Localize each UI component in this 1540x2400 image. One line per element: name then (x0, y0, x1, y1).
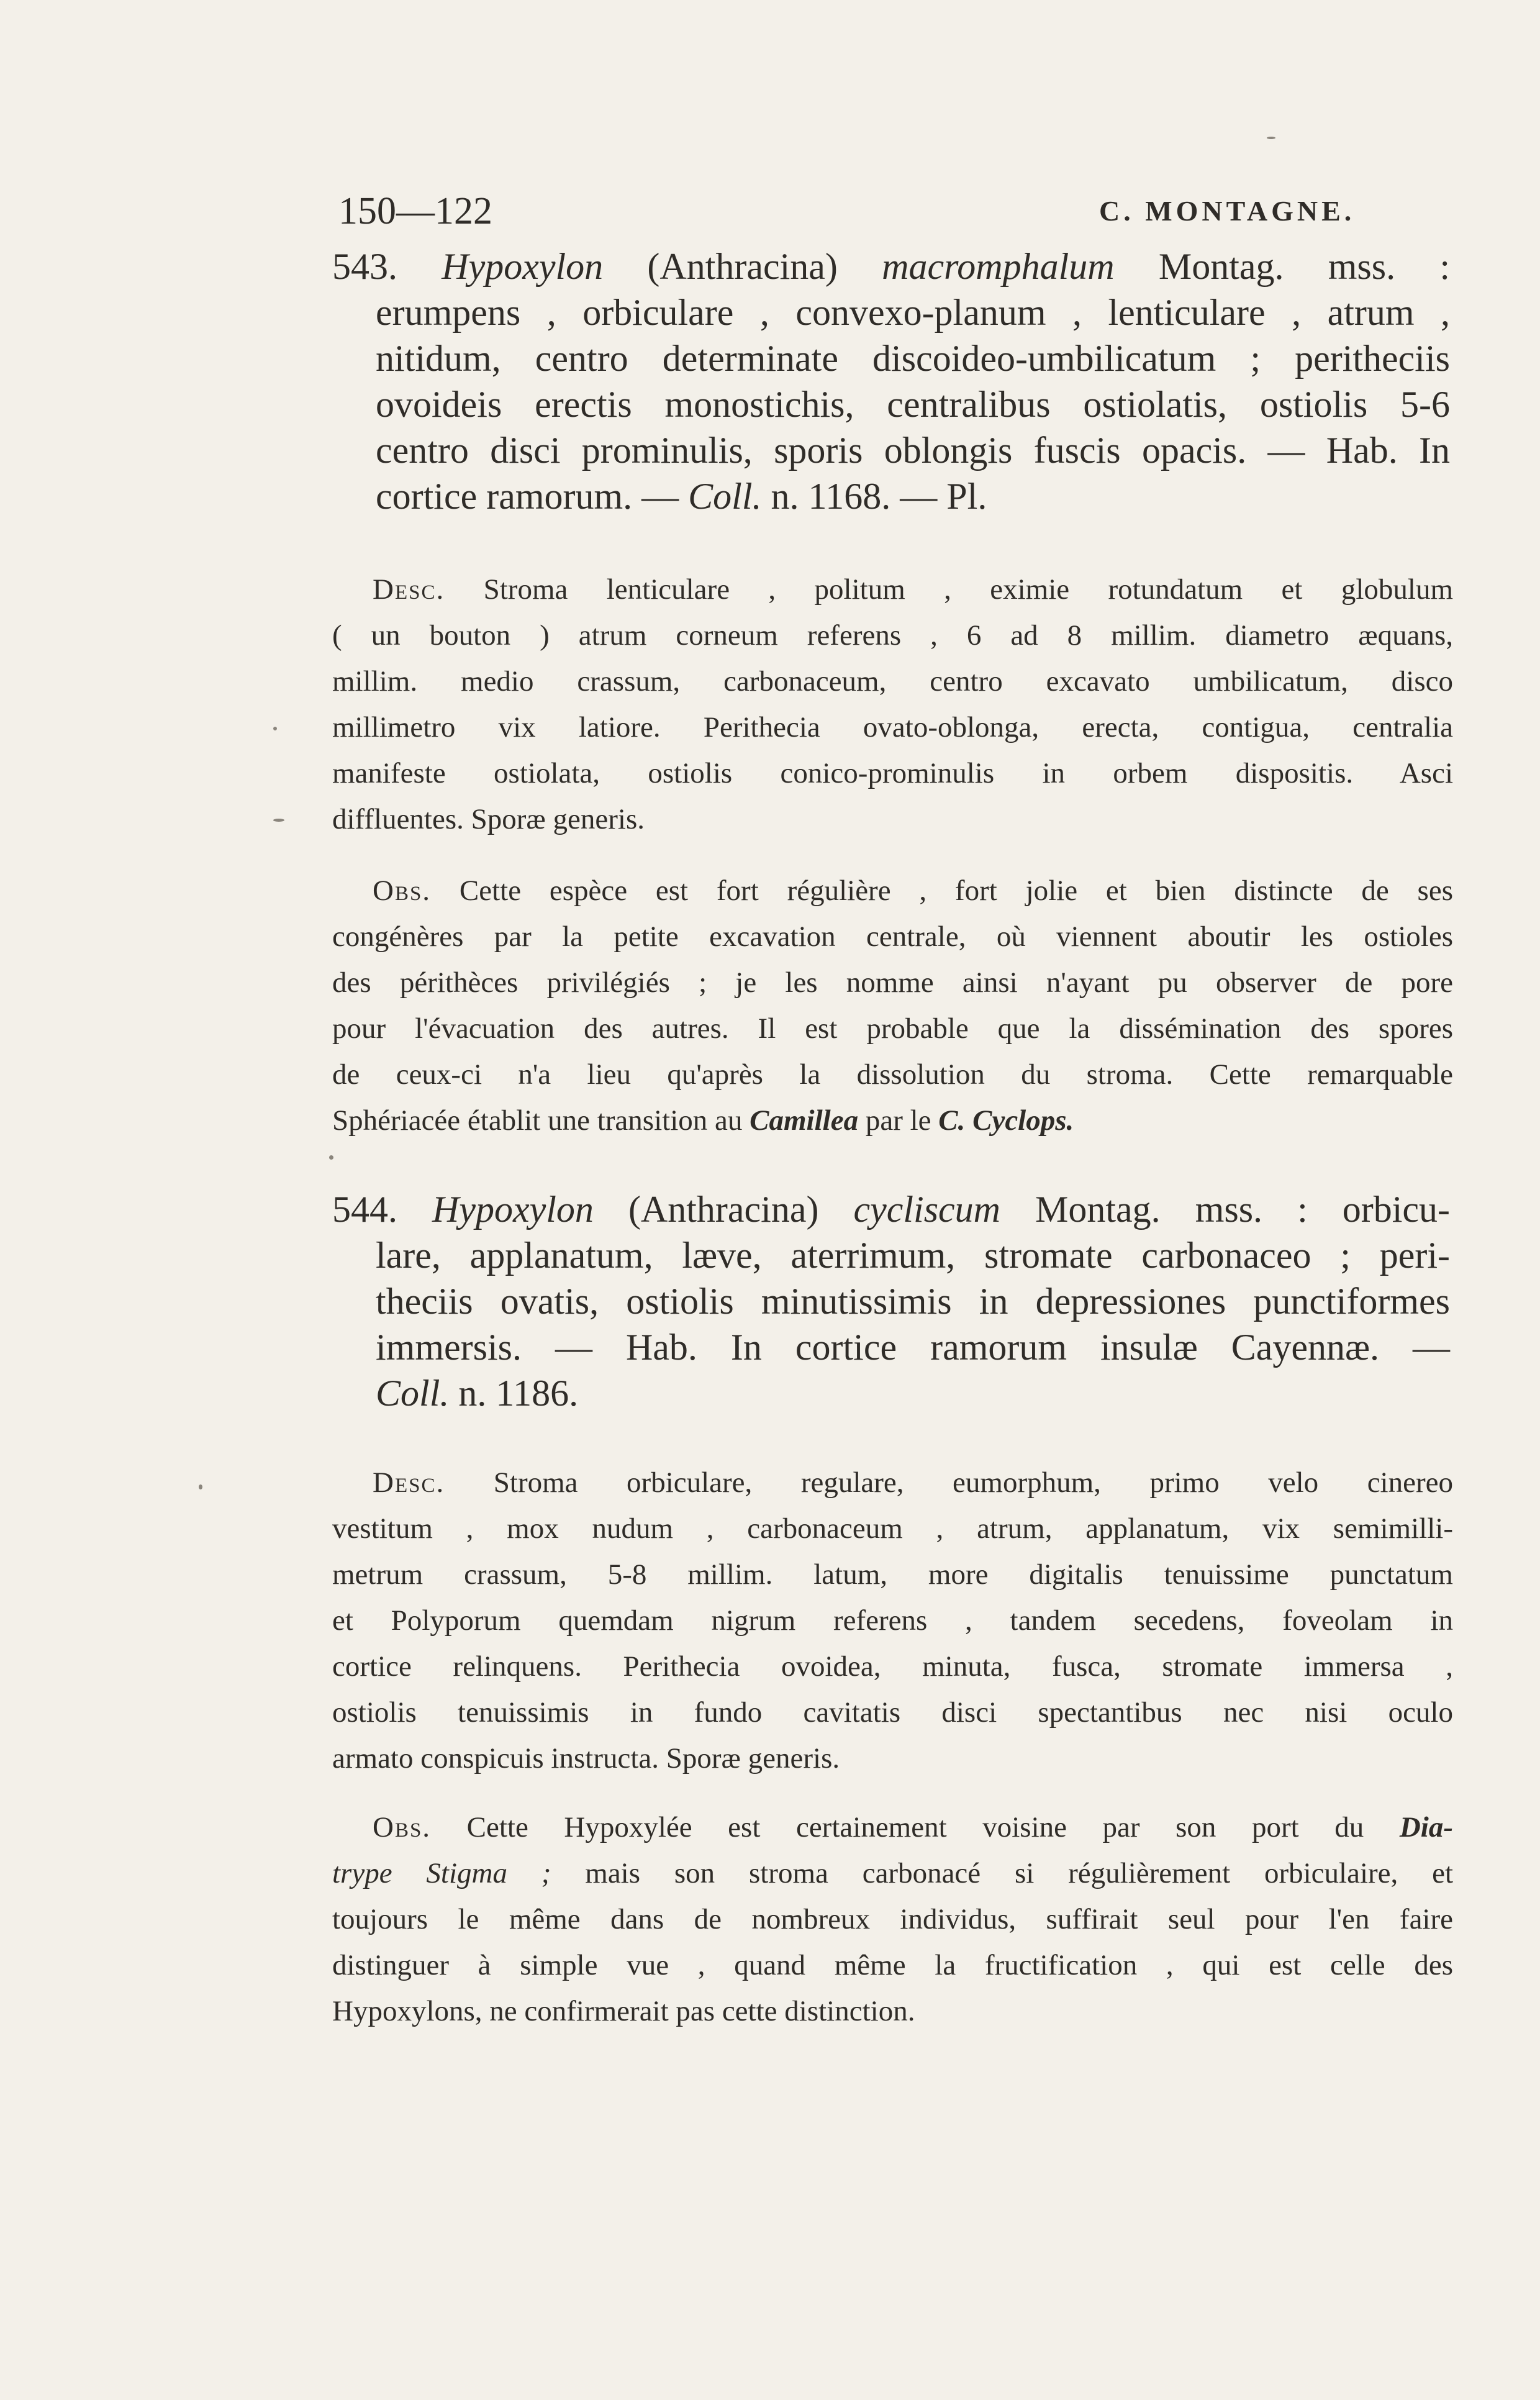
genus-name: Hypoxylon (442, 246, 604, 287)
heading-tail: Montag. mss. : (1158, 246, 1451, 287)
species-name: cycliscum (853, 1189, 1001, 1230)
entry-543-heading (332, 243, 1450, 289)
paper-speck (273, 727, 277, 730)
obs-line: toujours le même dans de nombreux individus, suffirait seul pour l'en faire (332, 1903, 1453, 1935)
genus-name: Hypoxylon (432, 1189, 594, 1230)
obs-line: des périthèces privilégiés ; je les nomme ainsi n'ayant pu observer de pore (332, 966, 1453, 999)
description-544 (332, 1460, 1453, 1781)
desc-line: armato conspicuis instructa. Sporæ generis. (332, 1742, 840, 1775)
page-number: 150—122 (338, 190, 492, 232)
entry-number: 544. (332, 1189, 397, 1230)
obs-label: Obs. (373, 875, 432, 907)
entry-544-heading (332, 1186, 1450, 1232)
desc-line: Desc. Stroma orbiculare, regulare, eumorphum, primo velo cinereo (373, 1466, 1453, 1499)
desc-line: et Polyporum quemdam nigrum referens , tandem secedens, foveolam in (332, 1604, 1453, 1637)
entry-line: lare, applanatum, læve, aterrimum, stromate carbonaceo ; peri- (376, 1235, 1450, 1276)
coll-label: Coll. (376, 1373, 450, 1414)
desc-line: ( un bouton ) atrum corneum referens , 6 ad 8 millim. diametro æquans, (332, 619, 1453, 652)
desc-line: Desc. Stroma lenticulare , politum , eximie rotundatum et globulum (373, 573, 1453, 606)
desc-label: Desc. (373, 1466, 445, 1499)
paper-speck (1267, 137, 1275, 139)
section-name: (Anthracina) (647, 246, 838, 287)
desc-line: cortice relinquens. Perithecia ovoidea, minuta, fusca, stromate immersa , (332, 1650, 1453, 1683)
section-name: (Anthracina) (628, 1189, 819, 1230)
author-name: C. MONTAGNE. (1099, 195, 1356, 227)
desc-line: millimetro vix latiore. Perithecia ovato-oblonga, erecta, contigua, centralia (332, 711, 1453, 743)
desc-line: metrum crassum, 5-8 millim. latum, more digitalis tenuissime punctatum (332, 1558, 1453, 1591)
desc-line: millim. medio crassum, carbonaceum, centro excavato umbilicatum, disco (332, 665, 1453, 698)
coll-label: Coll. (688, 476, 762, 517)
entry-line: Coll. n. 1186. (376, 1373, 579, 1414)
entry-number: 543. (332, 246, 397, 287)
observation-544 (332, 1804, 1453, 2034)
observation-543 (332, 868, 1453, 1143)
genus-diatrype: Dia- (1399, 1811, 1454, 1843)
obs-line: congénères par la petite excavation centrale, où viennent aboutir les ostioles (332, 920, 1453, 953)
paper-speck (199, 1484, 202, 1489)
desc-line: vestitum , mox nudum , carbonaceum , atrum, applanatum, vix semimilli- (332, 1512, 1453, 1545)
entry-line: nitidum, centro determinate discoideo-umbilicatum ; peritheciis (376, 338, 1450, 379)
obs-line: Obs. Cette Hypoxylée est certainement voisine par son port du Dia- (373, 1811, 1454, 1843)
desc-line: ostiolis tenuissimis in fundo cavitatis disci spectantibus nec nisi oculo (332, 1696, 1453, 1729)
species-cyclops: C. Cyclops. (938, 1104, 1074, 1137)
entry-line: centro disci prominulis, sporis oblongis fuscis opacis. — Hab. In (376, 430, 1450, 471)
entry-544 (332, 1186, 1450, 1416)
entry-543 (332, 243, 1450, 519)
obs-line: trype Stigma ; mais son stroma carbonacé si régulièrement orbiculaire, et (332, 1857, 1454, 1889)
running-head (338, 186, 1444, 236)
obs-line: Obs. Cette espèce est fort régulière , fort jolie et bien distincte de ses (373, 875, 1454, 907)
genus-camillea: Camillea (750, 1104, 859, 1137)
description-543 (332, 566, 1453, 842)
obs-line: Hypoxylons, ne confirmerait pas cette distinction. (332, 1995, 915, 2027)
obs-label: Obs. (373, 1811, 432, 1843)
desc-line: manifeste ostiolata, ostiolis conico-prominulis in orbem dispositis. Asci (332, 757, 1453, 789)
obs-line: pour l'évacuation des autres. Il est probable que la dissémination des spores (332, 1012, 1453, 1045)
entry-line: cortice ramorum. — Coll. n. 1168. — Pl. (376, 476, 987, 517)
species-diatrype-stigma: trype Stigma ; (332, 1857, 551, 1889)
entry-line: immersis. — Hab. In cortice ramorum insulæ Cayennæ. — (376, 1327, 1450, 1368)
entry-line: theciis ovatis, ostiolis minutissimis in depressiones punctiformes (376, 1281, 1450, 1322)
entry-line: erumpens , orbiculare , convexo-planum , lenticulare , atrum , (376, 292, 1450, 333)
desc-line: diffluentes. Sporæ generis. (332, 803, 645, 835)
obs-line: distinguer à simple vue , quand même la fructification , qui est celle des (332, 1949, 1453, 1981)
entry-line: ovoideis erectis monostichis, centralibus ostiolatis, ostiolis 5-6 (376, 384, 1450, 425)
desc-label: Desc. (373, 573, 445, 606)
paper-speck (329, 1155, 333, 1160)
obs-line: de ceux-ci n'a lieu qu'après la dissolution du stroma. Cette remarquable (332, 1058, 1453, 1091)
heading-tail: Montag. mss. : orbicu- (1035, 1189, 1451, 1230)
obs-line: Sphériacée établit une transition au Camillea par le C. Cyclops. (332, 1104, 1074, 1137)
paper-speck (273, 819, 284, 822)
species-name: macromphalum (882, 246, 1115, 287)
